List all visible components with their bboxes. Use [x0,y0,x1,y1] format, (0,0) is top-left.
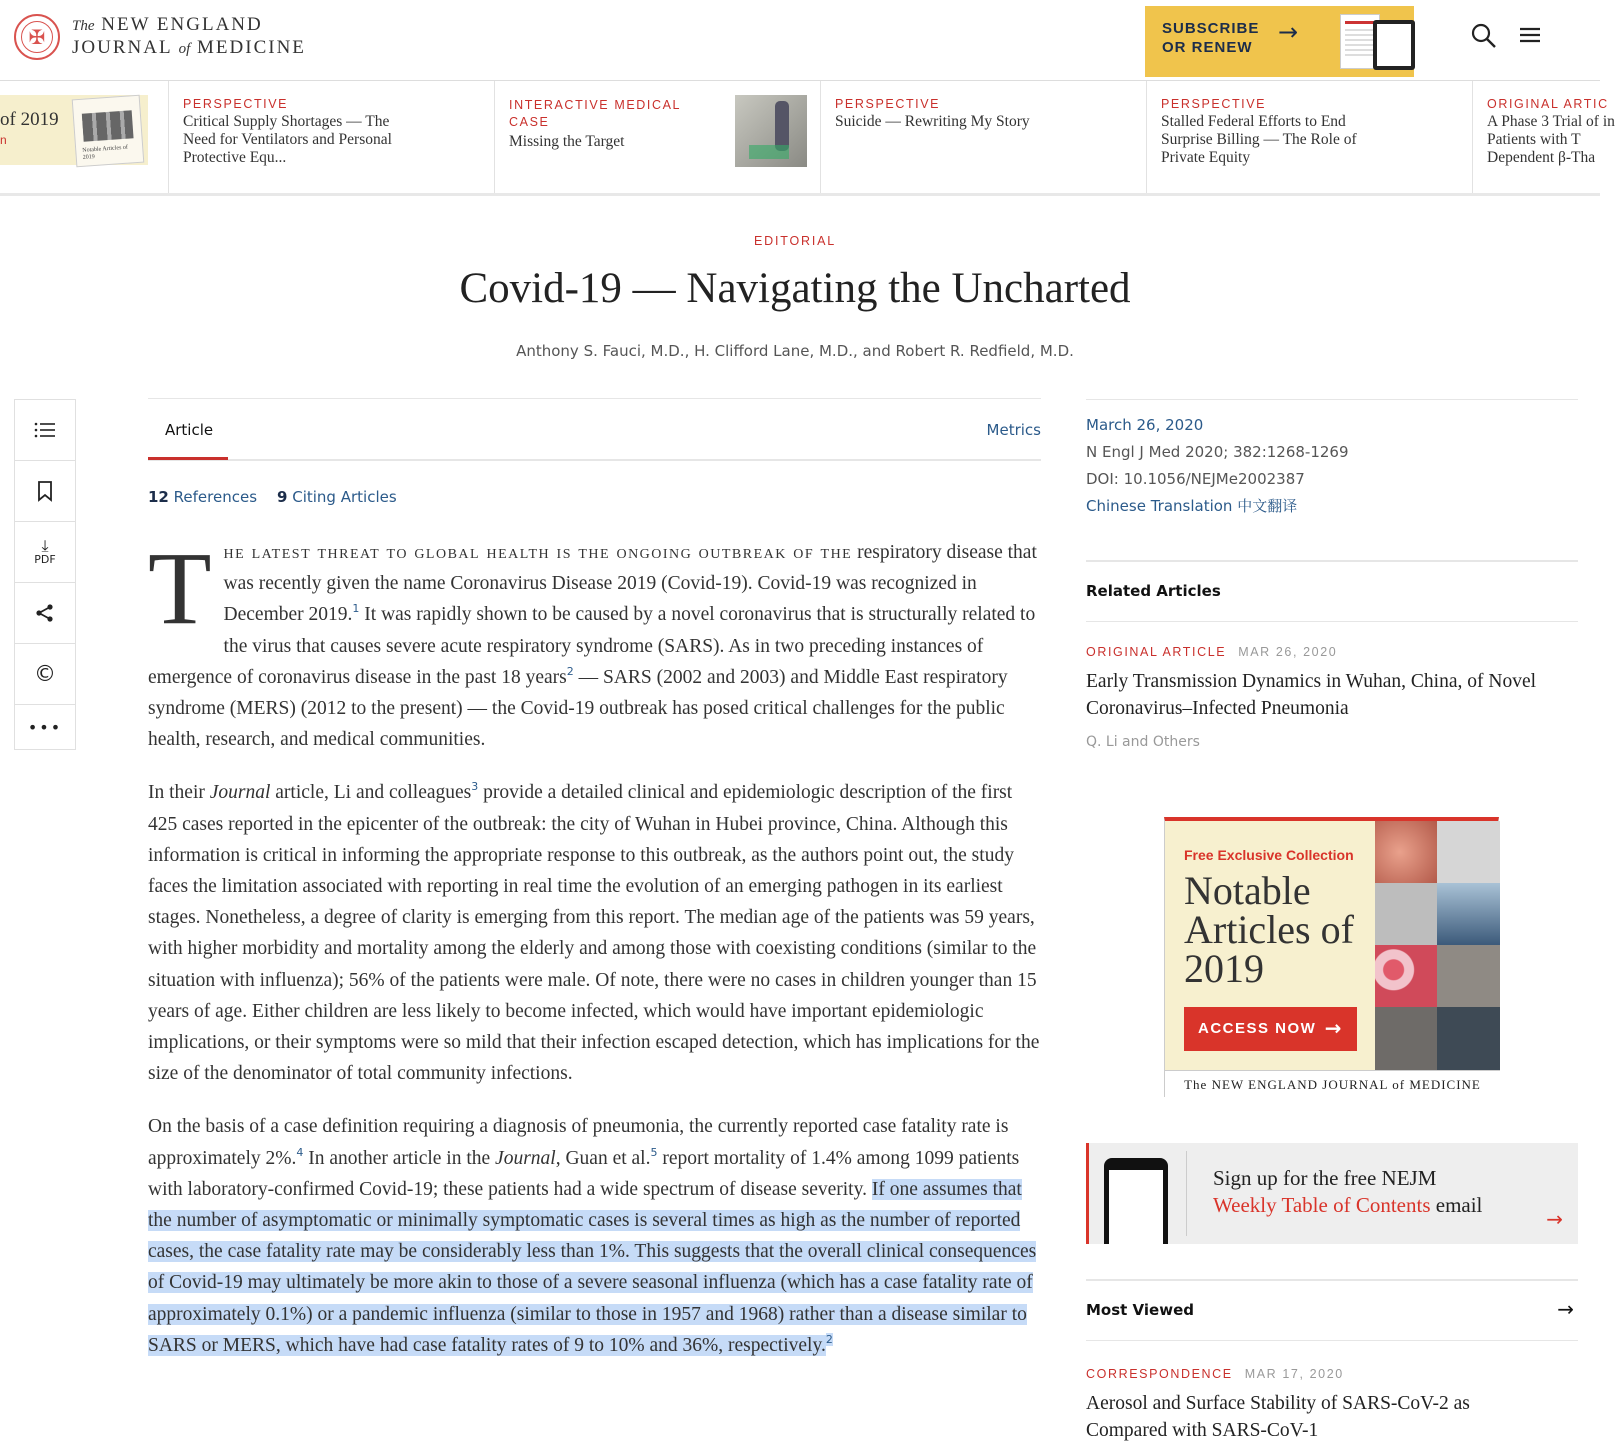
copyright-icon: © [34,661,56,687]
carousel-item[interactable] [1473,81,1615,193]
lead-in-text: he latest threat to global health is the ongoing outbreak of the [223,542,853,563]
related-category: ORIGINAL ARTICLE [1086,645,1227,659]
subscribe-label: SUBSCRIBE OR RENEW [1162,20,1260,56]
publish-date[interactable]: March 26, 2020 [1086,416,1204,434]
toc-button[interactable] [15,400,75,461]
reference-link[interactable]: 3 [471,780,479,794]
paragraph-text: , Guan et al. [555,1147,651,1169]
tab-metrics[interactable]: Metrics [986,421,1041,439]
logo-medicine: MEDICINE [197,37,306,58]
carousel-category: PERSPECTIVE [183,97,289,111]
paragraph-3 [148,1111,1041,1361]
most-viewed-article[interactable] [1086,1363,1578,1444]
paragraph-text: It was rapidly shown to be caused by a novel coronavirus that is structurally related to the virus that causes severe acute respiratory syndrome (SARS). As in two preceding instances of emergence of coronavirus disease in the past 18 years [148,604,1036,688]
article-metadata [1086,399,1578,520]
signup-text [1213,1165,1482,1219]
article-body [148,531,1041,1383]
most-viewed-category: CORRESPONDENCE [1086,1367,1233,1381]
list-icon [34,421,56,439]
signup-line1: Sign up for the free NEJM [1213,1166,1437,1190]
article-category: EDITORIAL [754,234,836,248]
access-now-button[interactable] [1184,1007,1357,1051]
tablet-image [1373,20,1415,70]
nejm-logo[interactable] [14,14,306,60]
notable-articles-ad[interactable] [1164,817,1499,1097]
logo-line1: NEW ENGLAND [101,14,263,35]
arrow-right-icon: → [1278,18,1299,46]
access-now-label: ACCESS NOW [1198,1020,1317,1037]
nejm-seal-icon [14,14,60,60]
related-article[interactable] [1086,641,1578,750]
share-icon [35,603,55,623]
carousel-title: Critical Supply Shortages — The Need for Ventilators and Personal Protective Equ... [183,113,392,166]
citing-label: Citing Articles [292,488,397,506]
carousel-title: A Phase 3 Trial of in Patients with T Dependent β-Tha [1487,113,1615,166]
paragraph-2 [148,777,1041,1089]
ad-title: Notable Articles of 2019 [1184,868,1354,991]
more-icon: ••• [27,717,63,737]
search-icon[interactable] [1468,22,1500,54]
citation: N Engl J Med 2020; 382:1268-1269 [1086,443,1349,461]
most-viewed-date: MAR 17, 2020 [1244,1367,1344,1381]
selected-text[interactable]: If one assumes that the number of asymptomatic or minimally symptomatic cases is several times as high as the number of reported cases, the case fatality rate may be considerably less than 1%. This suggests that the overall clinical consequences of Covid-19 may ultimately be more akin to those of a severe seasonal influenza (which has a case fatality rate of approximately 0.1%) or a pandemic influenza (similar to those in 1957 and 1968) rather than a disease similar to SARS or MERS, which have had case fatality rates of 9 to 10% and 36%, respectively. [148,1178,1037,1356]
related-title[interactable]: Early Transmission Dynamics in Wuhan, China, of Novel Coronavirus–Infected Pneumonia [1086,671,1537,719]
article-authors[interactable]: Anthony S. Fauci, M.D., H. Clifford Lane, M.D., and Robert R. Redfield, M.D. [516,342,1074,360]
article-tabs [148,398,1041,461]
most-viewed-header[interactable] [1086,1279,1578,1341]
download-icon: ⤓ [41,536,49,555]
ad-footer-logo: The NEW ENGLAND JOURNAL of MEDICINE [1165,1070,1500,1097]
notable-thumbnail [0,95,148,165]
paragraph-text: In another article in the [303,1147,496,1169]
carousel-item[interactable] [1147,81,1473,193]
reference-link[interactable]: 4 [296,1145,304,1159]
doi: DOI: 10.1056/NEJMe2002387 [1086,470,1305,488]
signup-line2: email [1430,1193,1483,1217]
reference-link[interactable]: 5 [650,1145,658,1159]
reference-link[interactable]: 2 [825,1332,833,1346]
reference-link[interactable]: 2 [566,664,574,678]
paragraph-text: On the basis of a case definition requiring a diagnosis of pneumonia, the currently reported case fatality rate is approximately 2%. [148,1116,1009,1169]
chinese-translation-link[interactable]: Chinese Translation 中文翻译 [1086,497,1298,515]
logo-of: of [178,41,191,57]
related-authors: Q. Li and Others [1086,734,1200,750]
permissions-button[interactable] [15,644,75,705]
paragraph-text: report mortality of 1.4% among 1099 patients with laboratory-confirmed Covid-19; these patients had a wide spectrum of disease severity. [148,1147,1020,1200]
tab-article[interactable]: Article [165,421,214,439]
article-title: Covid-19 — Navigating the Uncharted [459,265,1131,312]
divider [1186,1151,1187,1236]
phone-image [1104,1158,1168,1244]
references-label: References [173,488,258,506]
carousel-title: Stalled Federal Efforts to End Surprise Billing — The Role of Private Equity [1161,113,1357,166]
drop-cap: T [148,531,212,646]
signup-highlight: Weekly Table of Contents [1213,1193,1431,1217]
more-button[interactable] [15,705,75,749]
pdf-download-button[interactable] [15,522,75,583]
ad-image-grid [1375,821,1500,1070]
carousel-item[interactable] [821,81,1147,193]
logo-the: The [72,18,95,34]
site-header [0,0,1600,81]
carousel-title: Suicide — Rewriting My Story [835,113,1030,130]
bookmark-icon [38,481,52,501]
carousel-first-sub: n [0,133,7,147]
newsletter-signup[interactable] [1086,1143,1578,1244]
journal-italic: Journal [495,1147,556,1169]
carousel-category: PERSPECTIVE [835,97,941,111]
active-tab-indicator [148,457,228,460]
carousel-first-title: of 2019 [0,109,59,130]
interactive-case-thumbnail[interactable] [735,95,807,167]
references-link[interactable] [148,488,257,506]
logo-journal: JOURNAL [72,37,172,58]
related-date: MAR 26, 2020 [1238,645,1338,659]
carousel-category: ORIGINAL ARTIC [1487,97,1609,111]
arrow-right-icon[interactable]: → [1546,1207,1563,1231]
carousel-title: Missing the Target [509,133,625,150]
paragraph-text: article, Li and colleagues [270,782,472,804]
featured-carousel [0,81,1615,196]
arrow-right-icon: → [1324,1016,1343,1040]
bookmark-button[interactable] [15,461,75,522]
subscribe-banner[interactable] [1145,6,1414,77]
reference-links [148,488,397,506]
most-viewed-label: Most Viewed [1086,1301,1194,1319]
notable-cover-image [72,95,145,168]
paragraph-1 [148,531,1041,755]
reference-link[interactable]: 1 [352,602,360,616]
paragraph-text: — SARS (2002 and 2003) and Middle East respiratory syndrome (MERS) (2012 to the present) — the Covid-19 outbreak has posed critical challenges for the public health, research, and medical communities. [148,666,1008,751]
menu-icon[interactable] [1514,22,1546,54]
carousel-item-notable[interactable] [0,81,169,193]
carousel-item[interactable] [169,81,495,193]
citing-articles-link[interactable] [277,488,397,506]
pdf-label: PDF [34,553,56,566]
related-articles-header: Related Articles [1086,560,1578,622]
arrow-right-icon[interactable]: → [1557,1297,1574,1321]
article-toolbar [14,399,76,750]
journal-italic: Journal [209,782,271,804]
most-viewed-title[interactable]: Aerosol and Surface Stability of SARS-CoV-2 as Compared with SARS-CoV-1 [1086,1393,1470,1441]
share-button[interactable] [15,583,75,644]
carousel-category: PERSPECTIVE [1161,97,1267,111]
paragraph-text: In their [148,782,210,804]
paragraph-text: respiratory disease that was recently given the name Coronavirus Disease 2019 (Covid-19). Covid-19 was recognized in December 2019. [223,542,1037,626]
citing-count: 9 [277,488,288,506]
ad-kicker: Free Exclusive Collection [1184,847,1354,863]
carousel-category: INTERACTIVE MEDICAL CASE [509,98,681,129]
references-count: 12 [148,488,169,506]
paragraph-text: provide a detailed clinical and epidemiologic description of the first 425 cases reported in the epicenter of the outbreak: the city of Wuhan in Hubei province, China. Although this information is critical in informing the appropriate response to this outbreak, as the authors point out, the study faces the limitation associated with reporting in real time the evolution of an emerging pathogen in its earliest stages. Nonetheless, a degree of clarity is emerging from this report. The median age of the patients was 59 years, with higher morbidity and mortality among the elderly and among those with coexisting conditions (similar to the situation with influenza); 56% of the patients were male. Of note, there were no cases in children younger than 15 years of age. Either children are less likely to become infected, which would have important epidemiologic implications, or their symptoms were so mild that their infection escaped detection, which has implications for the size of the denominator of total community infections. [148,782,1040,1085]
